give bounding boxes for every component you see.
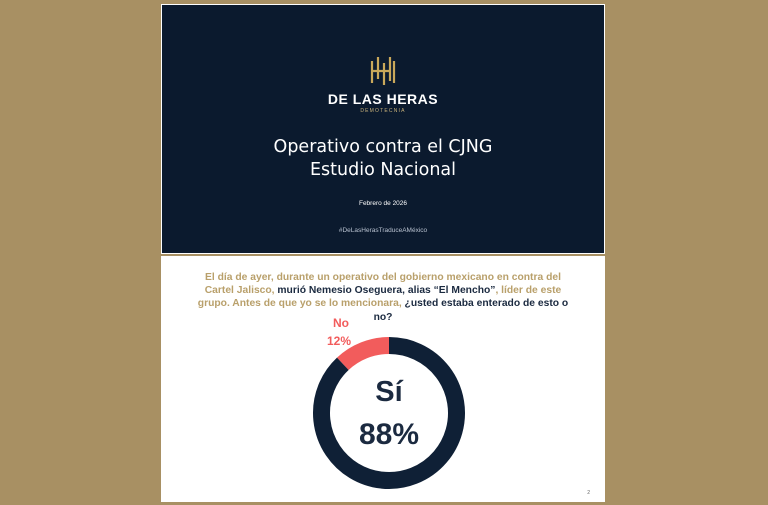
question-text-1: El día de ayer, durante un operativo del gobierno mexicano en contra del Cartel Jalisco,: [204, 272, 561, 297]
cover-slide: [161, 4, 605, 254]
hashtag: #DeLasHerasTraduceAMéxico: [338, 227, 428, 234]
center-value-yes: 88%: [358, 418, 420, 451]
brand-name: DE LAS HERAS: [327, 91, 439, 107]
brand-logo: [162, 55, 604, 87]
question-text-3: , líder de este grupo. Antes de que yo se lo mencionara,: [197, 285, 562, 310]
page-title: [162, 136, 604, 182]
study-date: Febrero de 2026: [358, 200, 408, 207]
donut-slice-no: [343, 346, 389, 364]
donut-chart: [161, 256, 605, 502]
brand-subtitle: DEMOTECNIA: [360, 108, 406, 114]
title-line-2: Estudio Nacional: [309, 160, 457, 180]
title-line-1: Operativo contra el CJNG: [273, 137, 493, 157]
logo-icon: [369, 55, 397, 87]
question-text-2: murió Nemesio Oseguera, alias “El Mencho”: [277, 285, 496, 297]
value-no: 12%: [326, 334, 352, 348]
results-slide: [161, 256, 605, 502]
center-label-yes: Sí: [375, 376, 403, 408]
label-no: No: [333, 316, 349, 330]
page-number: 2: [587, 490, 590, 496]
donut-slice-yes: [322, 346, 457, 481]
question-text-4: ¿usted estaba enterado de esto o no?: [373, 298, 569, 323]
